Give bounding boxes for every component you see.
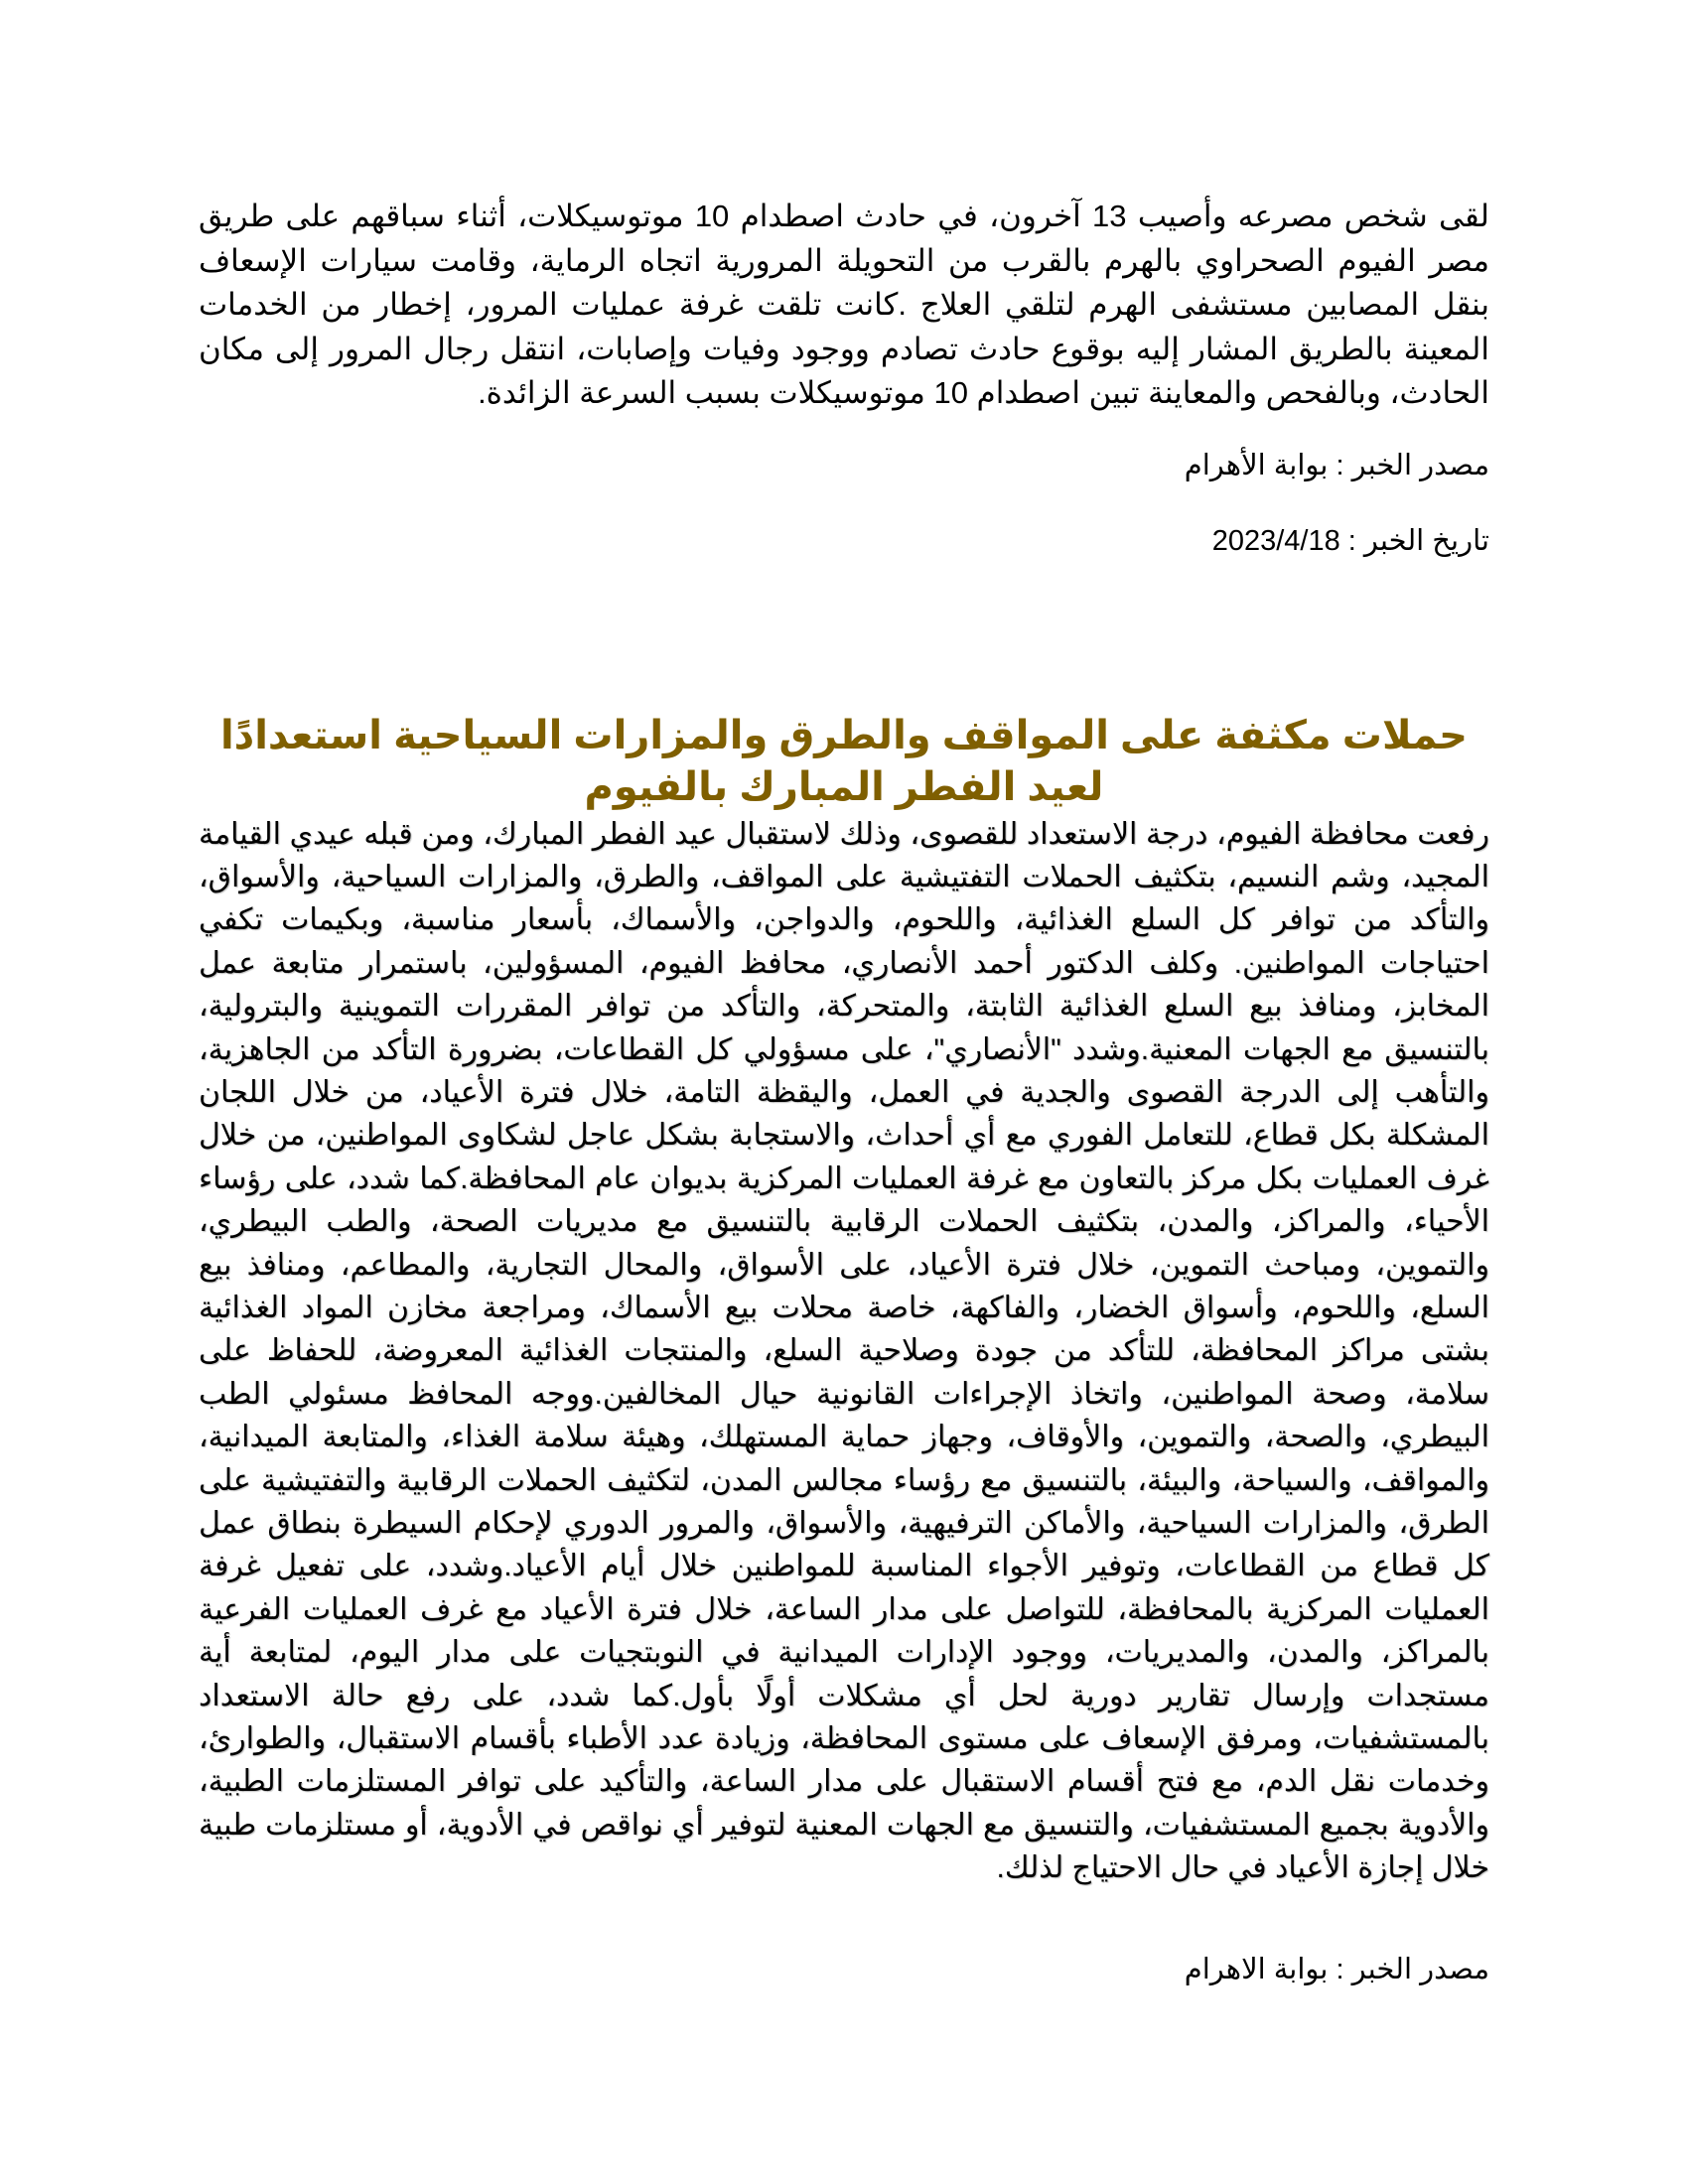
document-page (199, 195, 1489, 1989)
news-source: مصدر الخبر : بوابة الاهرام (1184, 1953, 1489, 1985)
article-body: لقى شخص مصرعه وأصيب 13 آخرون، في حادث اصطدام 10 موتوسيكلات، أثناء سباقهم على طريق مصر الفيوم الصحراوي بالهرم بالقرب من التحويلة المرورية اتجاه الرماية، وقامت سيارات الإسعاف بنقل المصابين مستشفى الهرم لتلقي العلاج .كانت تلقت غرفة عمليات المرور، إخطار من الخدمات المعينة بالطريق المشار إليه بوقوع حادث تصادم ووجود وفيات وإصابات، انتقل رجال المرور إلى مكان الحادث، وبالفحص والمعاينة تبين اصطدام 10 موتوسيكلات بسبب السرعة الزائدة. (199, 199, 1490, 410)
news-date: تاريخ الخبر : 2023/4/18 (1211, 524, 1489, 557)
news-source: مصدر الخبر : بوابة الأهرام (1184, 449, 1489, 481)
article-motorcycle-accident (199, 195, 1489, 561)
article-body: رفعت محافظة الفيوم، درجة الاستعداد للقصوى، وذلك لاستقبال عيد الفطر المبارك، ومن قبله عيدي القيامة المجيد، وشم النسيم، بتكثيف الحملات التفتيشية على المواقف، والطرق، والمزارات السياحية، والأسواق، والتأكد من توافر كل السلع الغذائية، واللحوم، والدواجن، والأسماك، بأسعار مناسبة، وبكيمات تكفي احتياجات المواطنين. وكلف الدكتور أحمد الأنصاري، محافظ الفيوم، المسؤولين، باستمرار متابعة عمل المخابز، ومنافذ بيع السلع الغذائية الثابتة، والمتحركة، والتأكد من توافر المقررات التموينية والبترولية، بالتنسيق مع الجهات المعنية.وشدد "الأنصاري"، على مسؤولي كل القطاعات، بضرورة التأكد من الجاهزية، والتأهب إلى الدرجة القصوى والجدية في العمل، واليقظة التامة، خلال فترة الأعياد، من خلال اللجان المشكلة بكل قطاع، للتعامل الفوري مع أي أحداث، والاستجابة بشكل عاجل لشكاوى المواطنين، من خلال غرف العمليات بكل مركز بالتعاون مع غرفة العمليات المركزية بديوان عام المحافظة.كما شدد، على رؤساء الأحياء، والمراكز، والمدن، بتكثيف الحملات الرقابية بالتنسيق مع مديريات الصحة، والطب البيطري، والتموين، ومباحث التموين، خلال فترة الأعياد، على الأسواق، والمحال التجارية، والمطاعم، ومنافذ بيع السلع، واللحوم، وأسواق الخضار، والفاكهة، خاصة محلات بيع الأسماك، ومراجعة مخازن المواد الغذائية بشتى مراكز المحافظة، للتأكد من جودة وصلاحية السلع، والمنتجات الغذائية المعروضة، للحفاظ على سلامة، وصحة المواطنين، واتخاذ الإجراءات القانونية حيال المخالفين.ووجه المحافظ مسئولي الطب البيطري، والصحة، والتموين، والأوقاف، وجهاز حماية المستهلك، وهيئة سلامة الغذاء، والمتابعة الميدانية، والمواقف، والسياحة، والبيئة، بالتنسيق مع رؤساء مجالس المدن، لتكثيف الحملات الرقابية والتفتيشية على الطرق، والمزارات السياحية، والأماكن الترفيهية، والأسواق، والمرور الدوري لإحكام السيطرة بنطاق عمل كل قطاع من القطاعات، وتوفير الأجواء المناسبة للمواطنين خلال أيام الأعياد.وشدد، على تفعيل غرفة العمليات المركزية بالمحافظة، للتواصل على مدار الساعة، خلال فترة الأعياد مع غرف العمليات الفرعية بالمراكز، والمدن، والمديريات، ووجود الإدارات الميدانية في النوبتجيات على مدار اليوم، لمتابعة أية مستجدات وإرسال تقارير دورية لحل أي مشكلات أولًا بأول.كما شدد، على رفع حالة الاستعداد بالمستشفيات، ومرفق الإسعاف على مستوى المحافظة، وزيادة عدد الأطباء بأقسام الاستقبال، والطوارئ، وخدمات نقل الدم، مع فتح أقسام الاستقبال على مدار الساعة، والتأكيد على توافر المستلزمات الطبية، والأدوية بجميع المستشفيات، والتنسيق مع الجهات المعنية لتوفير أي نواقص في الأدوية، أو مستلزمات طبية خلال إجازة الأعياد في حال الاحتياج لذلك. (199, 817, 1489, 1885)
article-title: حملات مكثفة على المواقف والطرق والمزارات السياحية استعدادًا لعيد الفطر المبارك بالفيوم (219, 713, 1469, 809)
article-fayoum-eid-campaigns (199, 710, 1489, 1989)
